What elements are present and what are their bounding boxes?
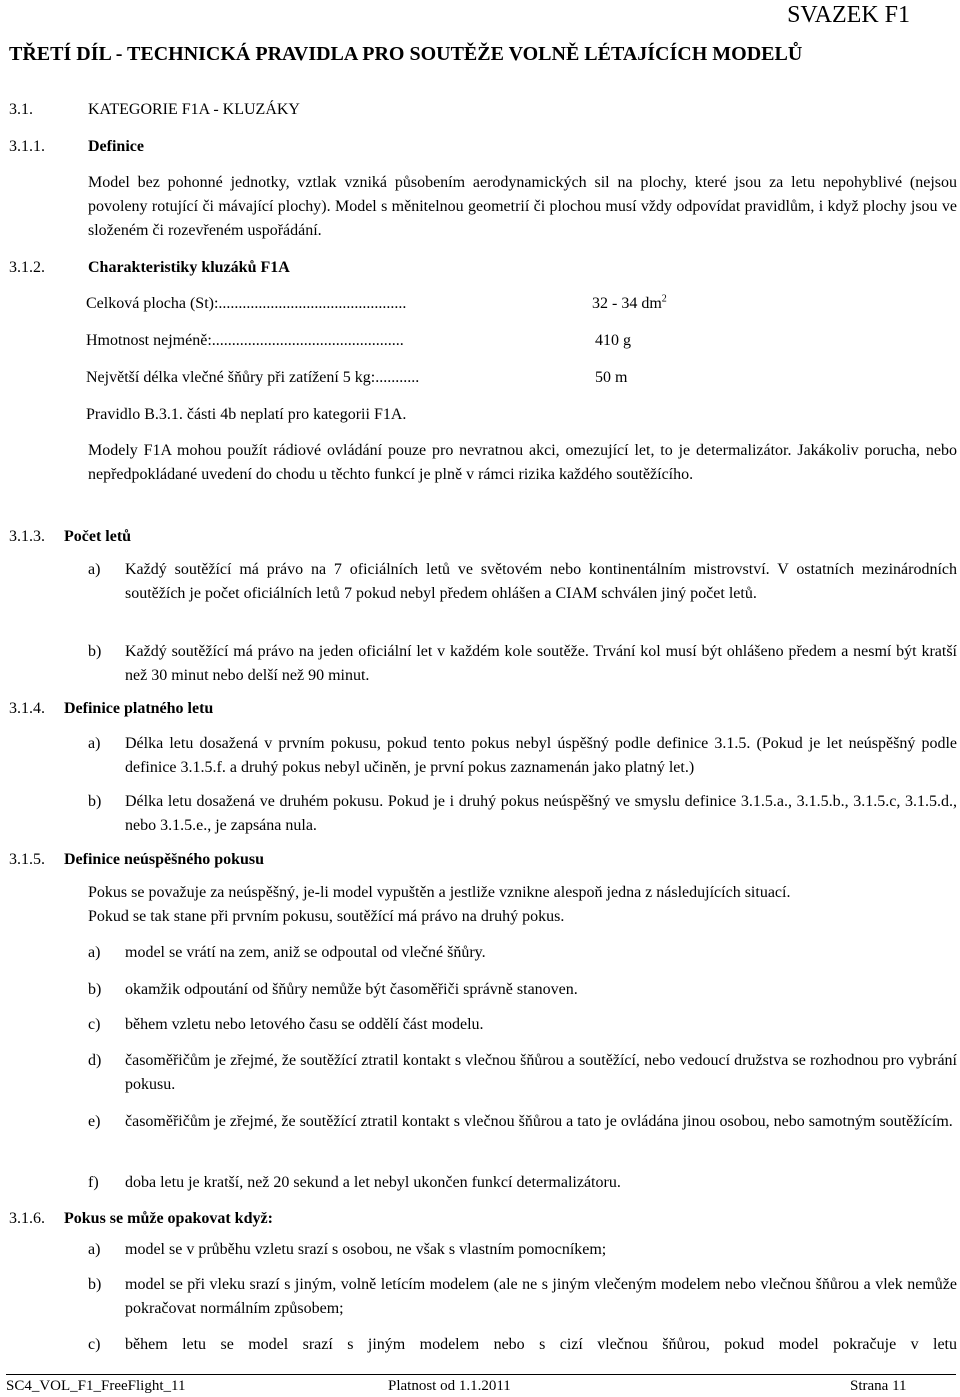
definition-paragraph: Model bez pohonné jednotky, vztlak vzniká působením aerodynamických sil na plochy, které jsou za letu nepohyblivé (nejsou povoleny rotující či mávající plochy). Model s měnitelnou geometrií či plochou musí vždy odpovídat pravidlům, i když plochy jsou ve složeném či rozevřeném uspořádání. bbox=[88, 174, 957, 239]
list-item-label: b) bbox=[88, 981, 102, 998]
list-item-label: b) bbox=[88, 643, 102, 660]
section-number: 3.1.4. bbox=[9, 700, 45, 717]
intro-paragraph: Pokus se považuje za neúspěšný, je-li model vypuštěn a jestliže vznikne alespoň jedna z následujících situací. bbox=[88, 884, 791, 901]
spec-value-text: 32 - 34 dm bbox=[592, 295, 662, 312]
list-item-label: c) bbox=[88, 1016, 101, 1033]
list-item-text: během vzletu nebo letového času se oddělí část modelu. bbox=[125, 1016, 484, 1033]
list-item-label: a) bbox=[88, 735, 101, 752]
footer-document-code: SC4_VOL_F1_FreeFlight_11 bbox=[6, 1378, 186, 1394]
section-number: 3.1.1. bbox=[9, 138, 45, 155]
spec-value-area bbox=[592, 292, 667, 316]
list-item-text: okamžik odpoutání od šňůry nemůže být časoměřiči správně stanoven. bbox=[125, 981, 578, 998]
list-item-label: a) bbox=[88, 561, 101, 578]
list-item-text: během letu se model srazí s jiným modelem nebo s cizí vlečnou šňůrou, pokud model pokračuje v letu bbox=[125, 1336, 957, 1353]
footer-page-number: Strana 11 bbox=[850, 1378, 907, 1394]
intro-paragraph-2: Pokud se tak stane při prvním pokusu, soutěžící má právo na druhý pokus. bbox=[88, 908, 565, 925]
section-number: 3.1.2. bbox=[9, 259, 45, 276]
section-number: 3.1. bbox=[9, 101, 33, 118]
list-item-label: b) bbox=[88, 793, 102, 810]
radio-control-paragraph: Modely F1A mohou použít rádiové ovládání pouze pro nevratnou akci, omezující let, to je determalizátor. Jakákoliv porucha, nebo nepředpokládané uvedení do chodu u těchto funkcí je plně v rámci rizika každého soutěžícího. bbox=[88, 442, 957, 483]
list-item-label: a) bbox=[88, 944, 101, 961]
list-item-text: model se při vleku srazí s jiným, volně letícím modelem (ale ne s jiným vlečeným modelem nebo vlečnou šňůrou a vlek nemůže pokračovat normálním způsobem; bbox=[125, 1276, 957, 1317]
list-item-label: d) bbox=[88, 1052, 102, 1069]
rule-note: Pravidlo B.3.1. části 4b neplatí pro kategorii F1A. bbox=[86, 406, 407, 423]
section-number: 3.1.6. bbox=[9, 1210, 45, 1227]
section-title: Definice platného letu bbox=[64, 700, 214, 717]
list-item-text: Každý soutěžící má právo na 7 oficiálních letů ve světovém nebo kontinentálním mistrovství. V ostatních mezinárodních soutěžích je počet oficiálních letů 7 pokud nebyl předem ohlášen a CIAM schválen jiný počet letů. bbox=[125, 561, 957, 602]
list-item-text: časoměřičům je zřejmé, že soutěžící ztratil kontakt s vlečnou šňůrou a tato je ovládána jinou osobou, nebo samotným soutěžícím. bbox=[125, 1113, 953, 1130]
list-item-text: doba letu je kratší, než 20 sekund a let nebyl ukončen funkcí determalizátoru. bbox=[125, 1174, 621, 1191]
spec-value-sup: 2 bbox=[661, 293, 667, 305]
section-title: Definice neúspěšného pokusu bbox=[64, 851, 265, 868]
footer-divider bbox=[6, 1374, 956, 1375]
section-title: Pokus se může opakovat když: bbox=[64, 1210, 273, 1227]
section-title: KATEGORIE F1A - KLUZÁKY bbox=[88, 101, 300, 118]
section-title: Počet letů bbox=[64, 528, 132, 545]
section-number: 3.1.5. bbox=[9, 851, 45, 868]
section-title: Charakteristiky kluzáků F1A bbox=[88, 259, 290, 276]
section-number: 3.1.3. bbox=[9, 528, 45, 545]
spec-label-mass: Hmotnost nejméně:................................................ bbox=[86, 332, 404, 349]
list-item-text: Délka letu dosažená v prvním pokusu, pokud tento pokus nebyl úspěšný podle definice 3.1.5. (Pokud je let neúspěšný podle definice 3.1.5.f. a druhý pokus nebyl učiněn, je první pokus zaznamenán jako platný let.) bbox=[125, 735, 957, 776]
footer-validity: Platnost od 1.1.2011 bbox=[388, 1378, 511, 1394]
spec-label-area: Celková plocha (St):............................................... bbox=[86, 295, 407, 312]
list-item-label: b) bbox=[88, 1276, 102, 1293]
document-title: SVAZEK F1 bbox=[787, 2, 910, 28]
list-item-text: Každý soutěžící má právo na jeden oficiální let v každém kole soutěže. Trvání kol musí být ohlášeno předem a nesmí být kratší než 30 minut nebo delší než 90 minut. bbox=[125, 643, 957, 684]
list-item-label: f) bbox=[88, 1174, 99, 1191]
list-item-text: Délka letu dosažená ve druhém pokusu. Pokud je i druhý pokus neúspěšný ve smyslu definice 3.1.5.a., 3.1.5.b., 3.1.5.c, 3.1.5.d., nebo 3.1.5.e., je zapsána nula. bbox=[125, 793, 957, 834]
spec-value-line: 50 m bbox=[595, 369, 628, 386]
document-subtitle: TŘETÍ DÍL - TECHNICKÁ PRAVIDLA PRO SOUTĚŽE VOLNĚ LÉTAJÍCÍCH MODELŮ bbox=[9, 43, 803, 65]
spec-label-line: Největší délka vlečné šňůry při zatížení 5 kg:........... bbox=[86, 369, 420, 386]
list-item-label: c) bbox=[88, 1336, 101, 1353]
list-item-text: model se vrátí na zem, aniž se odpoutal od vlečné šňůry. bbox=[125, 944, 486, 961]
spec-value-mass: 410 g bbox=[595, 332, 631, 349]
section-title: Definice bbox=[88, 138, 144, 155]
list-item-text: model se v průběhu vzletu srazí s osobou, ne však s vlastním pomocníkem; bbox=[125, 1241, 607, 1258]
list-item-label: e) bbox=[88, 1113, 101, 1130]
list-item-text: časoměřičům je zřejmé, že soutěžící ztratil kontakt s vlečnou šňůrou a soutěžící, nebo vedoucí družstva se rozhodnou pro vybrání pokusu. bbox=[125, 1052, 957, 1093]
list-item-label: a) bbox=[88, 1241, 101, 1258]
